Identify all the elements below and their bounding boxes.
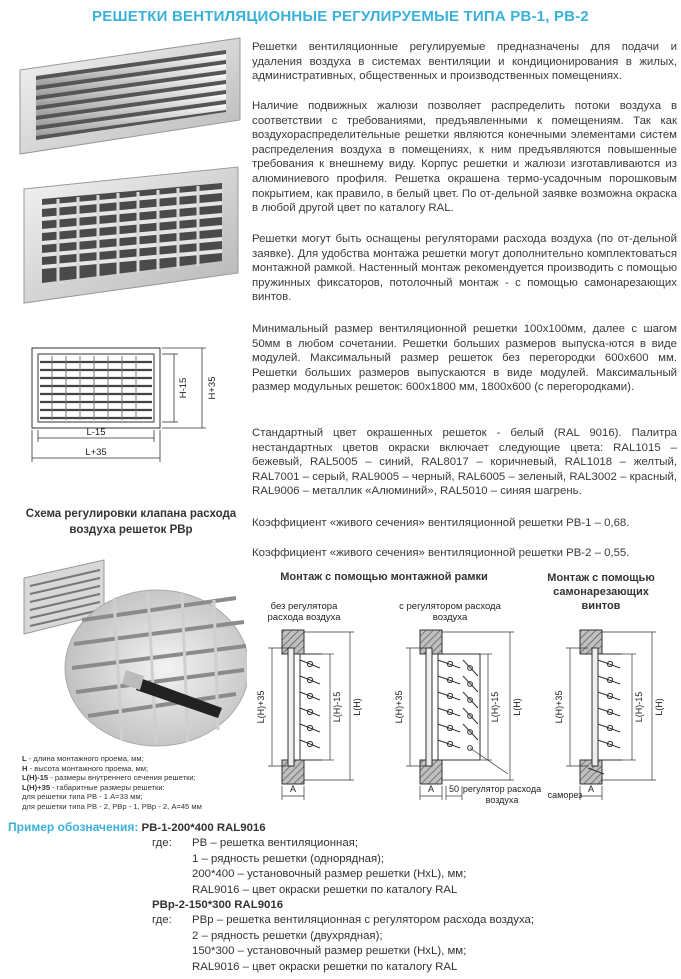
d3-dim-lh: L(H) bbox=[654, 698, 664, 716]
d2-dim-50: 50 bbox=[448, 784, 460, 794]
example-desc-1-3: 200*400 – установочный размер решетки (НхL), мм; bbox=[192, 868, 467, 881]
example-desc-1-4: RAL9016 – цвет окраски решетки по каталогу RAL bbox=[192, 883, 458, 896]
d3-dim-lh15: L(H)-15 bbox=[634, 691, 644, 723]
example-desc-2-3: 150*300 – установочный размер решетки (НхL), мм; bbox=[192, 945, 467, 958]
legend-item: H - высота монтажного проема, мм; bbox=[22, 763, 149, 773]
d1-dim-lh: L(H) bbox=[352, 698, 362, 716]
paragraph-intro: Решетки вентиляционные регулируемые предназначены для подачи и удаления воздуха в системах вентиляции и кондиционирования в жилых, административных, общественных и производственных помещениях. bbox=[252, 41, 677, 83]
d1-dim-lh15: L(H)-15 bbox=[332, 691, 342, 723]
d1-dim-a: A bbox=[289, 784, 297, 794]
legend-item: L(H)+35 - габаритные размеры решетки: bbox=[22, 782, 165, 792]
dim-l-minus: L-15 bbox=[86, 427, 106, 438]
example-desc-2-4: RAL9016 – цвет окраски решетки по каталогу RAL bbox=[192, 960, 458, 973]
label-screw: саморез bbox=[547, 790, 583, 800]
example-line-1 bbox=[8, 820, 668, 836]
example-desc-1-1: РВ – решетка вентиляционная; bbox=[192, 837, 358, 850]
example-heading: Пример обозначения: bbox=[8, 820, 139, 834]
example-where-2: где: bbox=[152, 914, 172, 927]
paragraph-coef-rv2: Коэффициент «живого сечения» вентиляционной решетки РВ-2 – 0,55. bbox=[252, 547, 630, 559]
mounting-diagrams bbox=[248, 624, 674, 822]
d3-dim-a: A bbox=[587, 784, 595, 794]
paragraph-mounting: Решетки могут быть оснащены регуляторами расхода воздуха (по от-дельной заявке). Для удобства монтажа решетки могут дополнительно комплектоваться монтажной рамкой. Настенный монтаж рекомендуется производить с помощью пружинных фиксаторов, потолочный монтаж - с помощью самонарезающих винтов. bbox=[252, 233, 677, 304]
d2-dim-lh: L(H) bbox=[512, 698, 522, 716]
legend-item: для решетки типа РВ - 1 А=33 мм; bbox=[22, 792, 143, 802]
diagram-with-regulator bbox=[394, 630, 522, 800]
mount-frame-title: Монтаж с помощью монтажной рамки bbox=[280, 571, 488, 583]
example-code-1: РВ-1-200*400 RAL9016 bbox=[141, 822, 266, 834]
legend bbox=[22, 754, 262, 812]
paragraph-coef-rv1: Коэффициент «живого сечения» вентиляционной решетки РВ-1 – 0,68. bbox=[252, 517, 630, 529]
mount-screws-title: Монтаж с помощью самонарезающих винтов bbox=[547, 572, 655, 612]
label-regulator: регулятор расхода воздуха bbox=[462, 784, 542, 805]
example-block bbox=[8, 820, 668, 975]
legend-item: для решетки типа РВ - 2, РВр - 1, РВр - 2, А=45 мм bbox=[22, 801, 202, 811]
legend-item: L - длина монтажного проема, мм; bbox=[22, 754, 144, 763]
paragraph-colors: Стандартный цвет окрашенных решеток - белый (RAL 9016). Палитра нестандартных цветов окраски включает следующие цвета: RAL1015 – бежевый, RAL5005 – синий, RAL8017 – коричневый, RAL1018 – желтый, RAL7001 – серый, RAL9005 – черный, RAL6005 – зеленый, RAL3002 – красный, RAL9006 – металлик «Алюминий», RAL5010 – синяя шагрень. bbox=[252, 427, 677, 498]
example-desc-2-2: 2 – рядность решетки (двухрядная); bbox=[192, 929, 383, 942]
d2-dim-lh35: L(H)+35 bbox=[394, 690, 404, 724]
example-desc-2-1: РВр – решетка вентиляционная с регулятором расхода воздуха; bbox=[192, 914, 535, 927]
diagram-screws bbox=[554, 630, 664, 800]
dim-h-minus: H-15 bbox=[178, 377, 189, 399]
example-desc-1-2: 1 – рядность решетки (однорядная); bbox=[192, 852, 385, 865]
dim-h-plus: H+35 bbox=[207, 376, 218, 400]
label-with-regulator: с регулятором расхода воздуха bbox=[399, 601, 501, 623]
label-no-regulator: без регулятора расхода воздуха bbox=[267, 601, 341, 623]
d2-dim-lh15: L(H)-15 bbox=[490, 691, 500, 723]
dim-l-plus: L+35 bbox=[85, 447, 107, 458]
grille-photo-single-row bbox=[18, 36, 244, 156]
paragraph-sizes: Минимальный размер вентиляционной решетки 100х100мм, далее с шагом 50мм в любом сочетании. Решетки больших размеров выпуска-ются в виде модулей. Максимальный размер решеток без перегородки 600х600 мм. Решетки больших размеров выпускаются в виде модулей. Максимальный размер модульных решеток: 600х1800 мм, 1800х600 (с перегородками). bbox=[252, 323, 677, 394]
scheme-caption: Схема регулировки клапана расхода воздуха решеток РВр bbox=[25, 508, 237, 536]
dimension-scheme bbox=[22, 340, 227, 468]
diagram-no-regulator bbox=[256, 630, 362, 800]
example-where-1: где: bbox=[152, 837, 172, 850]
paragraph-louvers: Наличие подвижных жалюзи позволяет распределить потоки воздуха в соответствии с требованиями, предъявленными к помещениям. Так как воздухораспределительные решетки являются конечными элементами систем распределения воздуха в помещениях, к ним предъявляются повышенные требования к внешнему виду. Корпус решетки и жалюзи изготавливаются из алюминиевого профиля. Решетка окрашена термо-усадочным порошковым покрытием, как правило, в белый цвет. По от-дельной заявке возможна окраска в любой другой цвет по каталогу RAL. bbox=[252, 100, 677, 215]
page-title: РЕШЕТКИ ВЕНТИЛЯЦИОННЫЕ РЕГУЛИРУЕМЫЕ ТИПА РВ-1, РВ-2 bbox=[92, 8, 589, 25]
d3-dim-lh35: L(H)+35 bbox=[554, 690, 564, 724]
d1-dim-lh35: L(H)+35 bbox=[256, 690, 266, 724]
d2-dim-a: A bbox=[427, 784, 435, 794]
example-code-2: РВр-2-150*300 RAL9016 bbox=[152, 899, 284, 912]
legend-item: L(H)-15 - размеры внутреннего сечения решетки; bbox=[22, 773, 196, 783]
grille-photo-double-row bbox=[20, 165, 244, 305]
regulator-photo bbox=[22, 558, 247, 748]
